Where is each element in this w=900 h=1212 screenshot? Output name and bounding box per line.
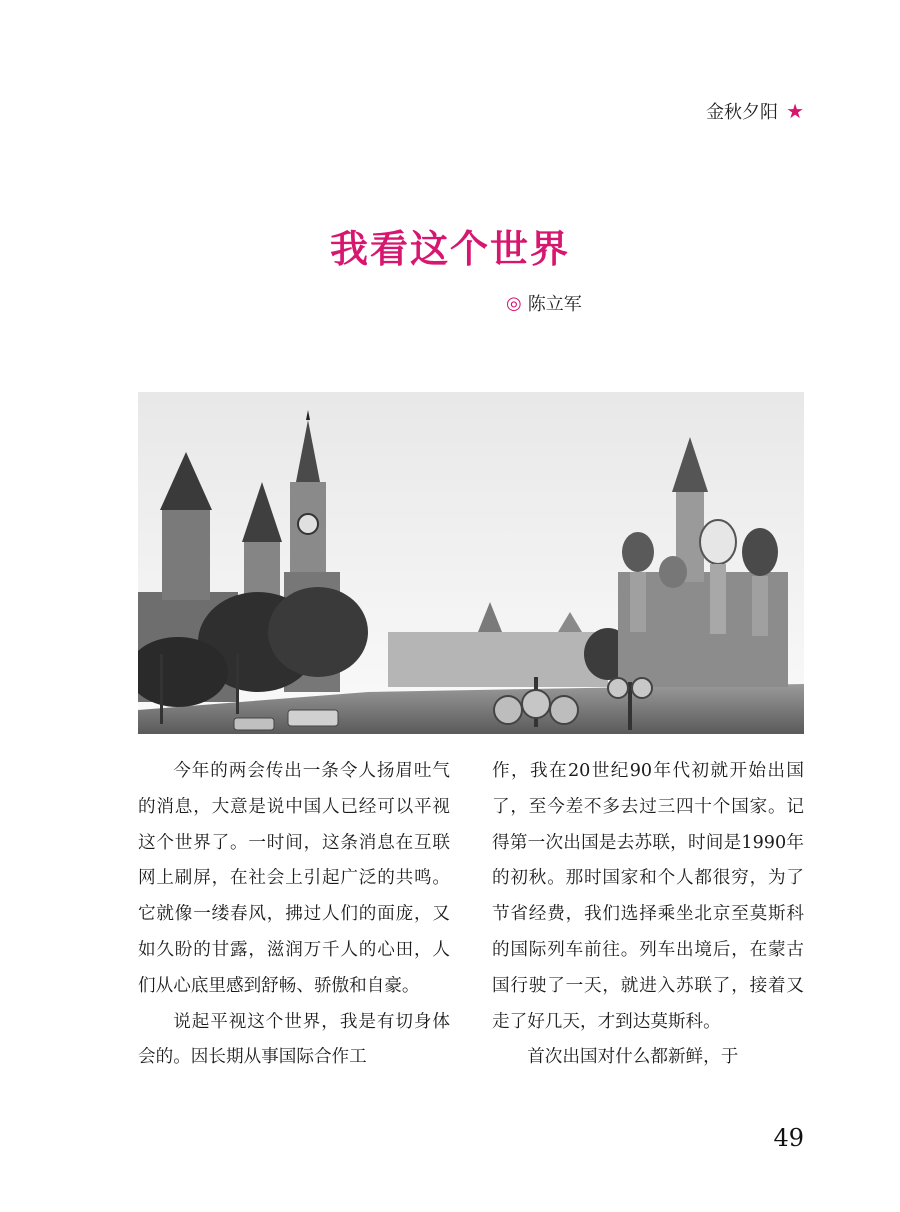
paragraph-continued: 作，我在20世纪90年代初就开始出国了，至今差不多去过三四十个国家。记得第一次出国是去苏联，时间是1990年的初秋。那时国家和个人都很穷，为了节省经费，我们选择乘坐北京至莫斯科的国际列车前往。列车出境后，在蒙古国行驶了一天，就进入苏联了，接着又走了好几天，才到达莫斯科。: [492, 761, 804, 1032]
section-name: 金秋夕阳: [706, 102, 779, 123]
section-header: [706, 98, 804, 124]
paragraph: 说起平视这个世界，我是有切身体会的。因长期从事国际合作工: [138, 1011, 450, 1068]
text-column-right: [492, 754, 804, 1076]
text-column-left: [138, 754, 450, 1076]
paragraph: 今年的两会传出一条令人扬眉吐气的消息，大意是说中国人已经可以平视这个世界了。一时间，这条消息在互联网上刷屏，在社会上引起广泛的共鸣。它就像一缕春风，拂过人们的面庞，又如久盼的甘露，滋润万千人的心田，人们从心底里感到舒畅、骄傲和自豪。: [138, 761, 450, 996]
paragraph: 首次出国对什么都新鲜，于: [527, 1047, 739, 1068]
star-icon: ★: [786, 99, 804, 123]
page-number: 49: [773, 1124, 804, 1152]
moscow-photo: [138, 392, 804, 734]
byline: [506, 290, 582, 316]
author-name: 陈立军: [527, 294, 582, 315]
photo-illustration: [138, 392, 804, 734]
article-title: 我看这个世界: [329, 226, 570, 271]
author-mark-icon: ◎: [506, 292, 522, 314]
